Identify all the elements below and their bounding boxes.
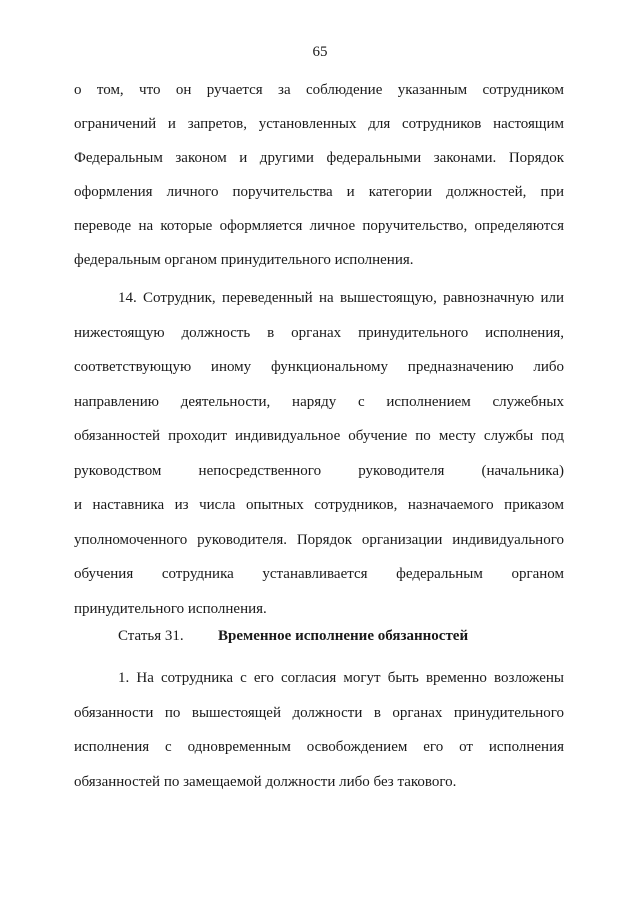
text-line: переводе на которые оформляется личное поручительство, определяются xyxy=(74,218,564,234)
article-number: Статья 31. xyxy=(118,628,184,644)
paragraph-item-14 xyxy=(74,288,564,633)
text-line: обязанностей по замещаемой должности либо без такового. xyxy=(74,773,457,790)
text-line: уполномоченного руководителя. Порядок организации индивидуального xyxy=(74,531,564,548)
article-title: Временное исполнение обязанностей xyxy=(218,628,469,644)
text-line: и наставника из числа опытных сотрудников, назначаемого приказом xyxy=(74,497,564,513)
text-line: обязанностей проходит индивидуальное обучение по месту службы под xyxy=(74,428,564,444)
text-line: федеральным органом принудительного исполнения. xyxy=(74,252,414,268)
page-number: 65 xyxy=(312,44,328,60)
text-line: о том, что он ручается за соблюдение указанным сотрудником xyxy=(74,82,564,98)
text-line: оформления личного поручительства и категории должностей, при xyxy=(74,184,564,200)
article-heading xyxy=(118,626,468,646)
text-line: принудительного исполнения. xyxy=(74,600,267,617)
text-line: направлению деятельности, наряду с исполнением служебных xyxy=(74,393,564,410)
text-line: руководством непосредственного руководителя (начальника) xyxy=(74,462,564,479)
paragraph-continuation xyxy=(74,80,564,284)
text-line: Федеральным законом и другими федеральными законами. Порядок xyxy=(74,150,564,166)
text-line: обучения сотрудника устанавливается федеральным органом xyxy=(74,566,564,582)
paragraph-item-1 xyxy=(74,668,564,806)
text-line: обязанности по вышестоящей должности в органах принудительного xyxy=(74,704,564,721)
text-line: соответствующую иному функциональному предназначению либо xyxy=(74,359,564,375)
text-line: 1. На сотрудника с его согласия могут быть временно возложены xyxy=(118,670,564,686)
text-line: нижестоящую должность в органах принудительного исполнения, xyxy=(74,324,564,341)
text-line: ограничений и запретов, установленных для сотрудников настоящим xyxy=(74,116,564,132)
text-line: исполнения с одновременным освобождением его от исполнения xyxy=(74,739,564,755)
text-line: 14. Сотрудник, переведенный на вышестоящую, равнозначную или xyxy=(118,290,564,306)
